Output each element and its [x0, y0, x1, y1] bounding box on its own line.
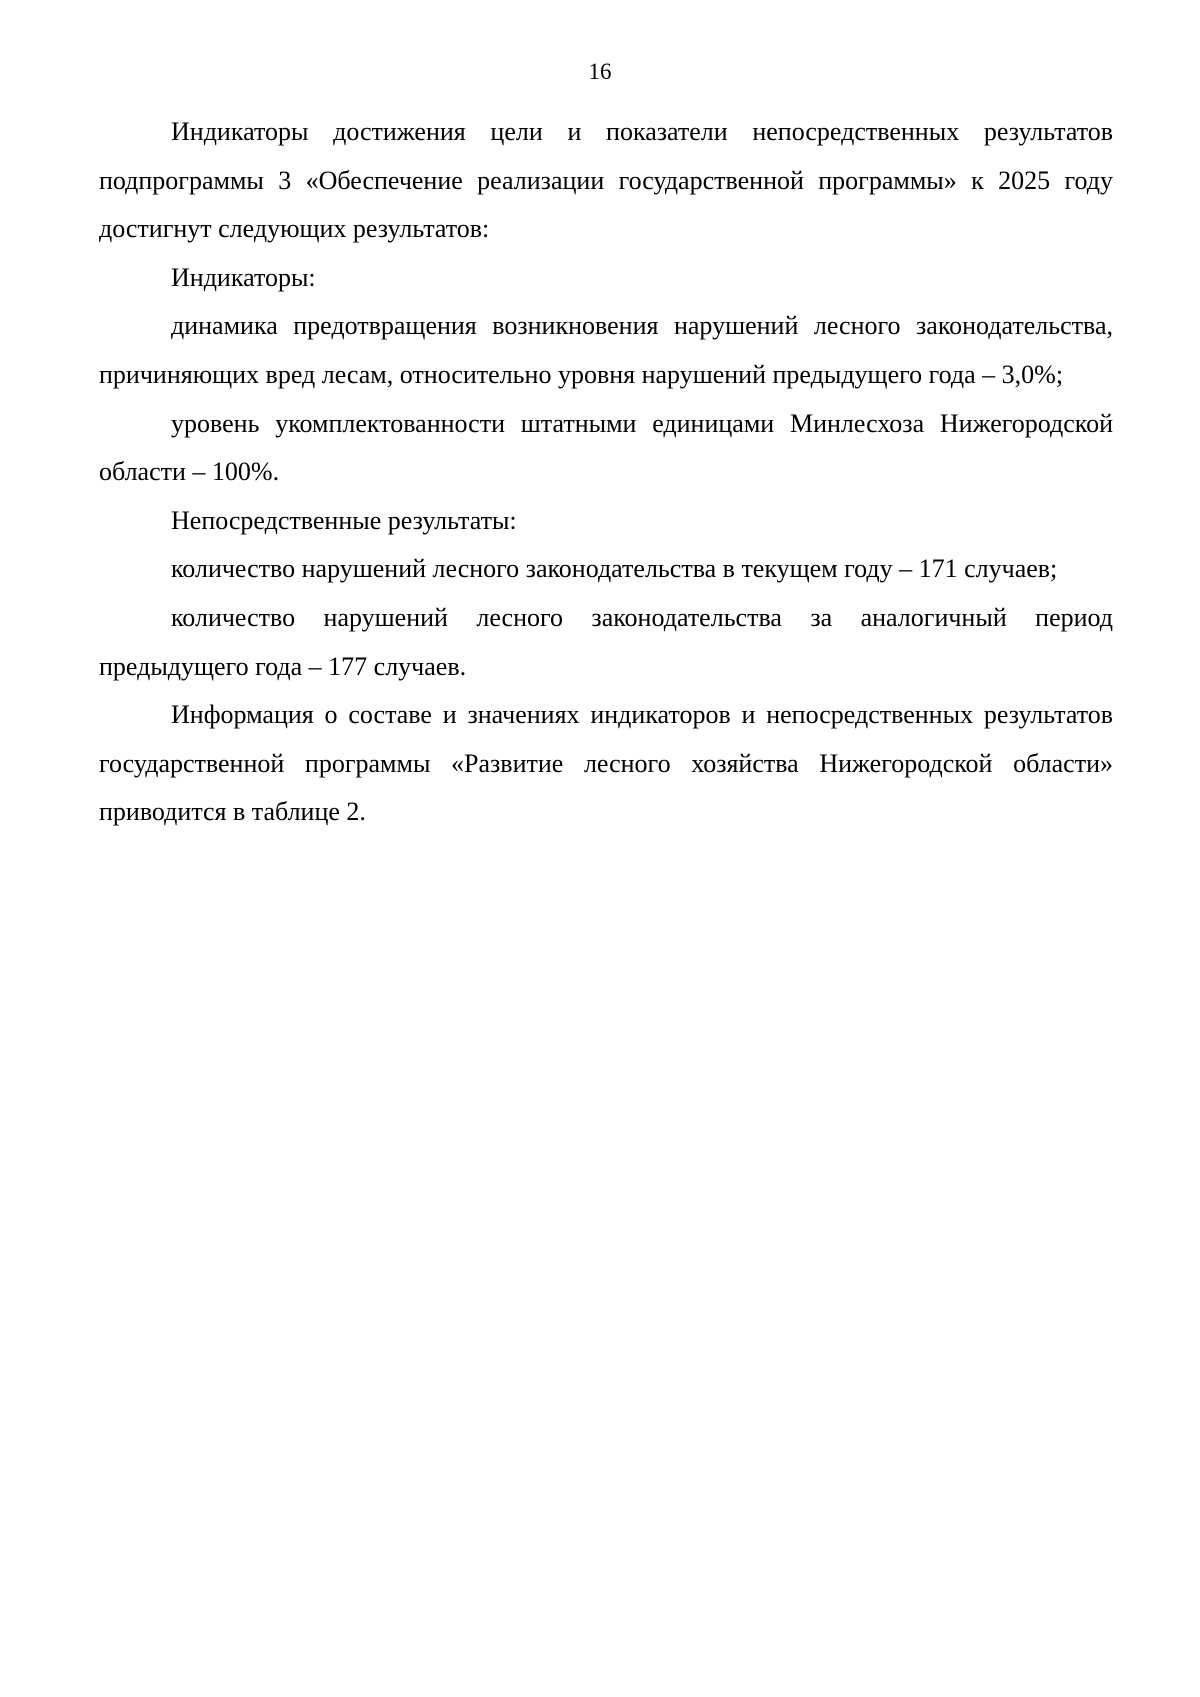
- paragraph-intro: Индикаторы достижения цели и показатели непосредственных результатов подпрограммы 3 «Обеспечение реализации государственной программы» к 2025 году достигнут следующих результатов:: [99, 117, 1113, 244]
- body-text: [99, 108, 1113, 837]
- paragraph-indicator-staffing: уровень укомплектованности штатными единицами Минлесхоза Нижегородской области – 100%.: [99, 408, 1113, 487]
- paragraph-table-reference: Информация о составе и значениях индикаторов и непосредственных результатов государственной программы «Развитие лесного хозяйства Нижегородской области» приводится в таблице 2.: [99, 700, 1113, 827]
- paragraph-results-heading: Непосредственные результаты:: [171, 505, 517, 535]
- paragraph-indicator-dynamics: динамика предотвращения возникновения нарушений лесного законодательства, причиняющих вред лесам, относительно уровня нарушений предыдущего года – 3,0%;: [99, 311, 1113, 389]
- paragraph-indicators-heading: Индикаторы:: [171, 262, 316, 292]
- paragraph-result-previous-year: количество нарушений лесного законодательства за аналогичный период предыдущего года – 177 случаев.: [99, 602, 1113, 681]
- paragraph-result-current-year: количество нарушений лесного законодательства в текущем году – 171 случаев;: [171, 554, 1058, 584]
- page-number: 16: [588, 59, 612, 84]
